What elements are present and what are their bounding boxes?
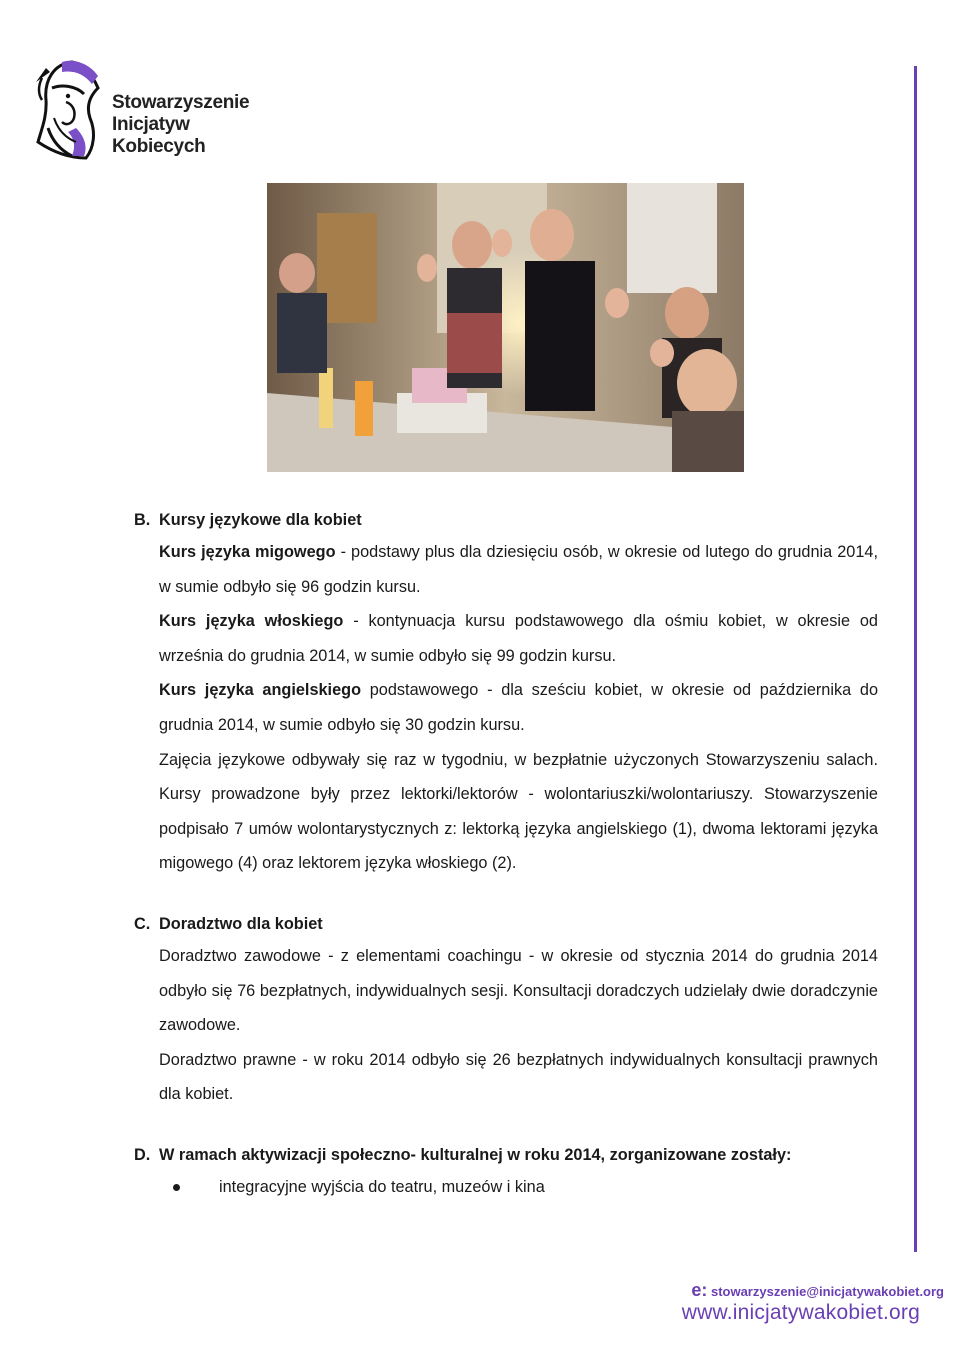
sign-language-course-paragraph	[159, 535, 878, 604]
bullet-icon	[173, 1184, 180, 1191]
footer-website-link[interactable]: www.inicjatywakobiet.org	[681, 1301, 920, 1324]
athena-head-logo-icon	[32, 58, 106, 164]
sign-language-course-text: - podstawy plus dla dziesięciu osób, w okresie od lutego do grudnia 2014, w sumie odbyło się 96 godzin kursu.	[159, 543, 878, 596]
section-c-heading	[134, 909, 878, 939]
section-d-letter: D.	[134, 1145, 151, 1164]
list-item-text: integracyjne wyjścia do teatru, muzeów i kina	[219, 1177, 545, 1196]
logo-line-3: Kobiecych	[112, 136, 206, 157]
section-b-heading	[134, 505, 878, 535]
english-course-text: podstawowego - dla sześciu kobiet, w okresie od października do grudnia 2014, w sumie odbyło się 30 godzin kursu.	[159, 681, 878, 734]
english-course-paragraph	[159, 673, 878, 742]
language-classes-summary: Zajęcia językowe odbywały się raz w tygodniu, w bezpłatnie użyczonych Stowarzyszeniu salach. Kursy prowadzone były przez lektorki/lektorów - wolontariuszki/wolontariuszy. Stowarzyszenie podpisało 7 umów wolontarystycznych z: lektorką języka angielskiego (1), dwoma lektorami języka migowego (4) oraz lektorem języka włoskiego (2).	[159, 750, 878, 873]
section-b-title: Kursy językowe dla kobiet	[159, 511, 362, 529]
report-content	[134, 505, 878, 1204]
section-d-heading	[134, 1140, 878, 1170]
association-logo	[32, 58, 262, 166]
italian-course-paragraph	[159, 604, 878, 673]
section-c-title: Doradztwo dla kobiet	[159, 914, 323, 933]
email-prefix: e:	[691, 1280, 708, 1300]
section-c-letter: C.	[134, 914, 151, 933]
list-item	[159, 1170, 878, 1204]
logo-line-1: Stowarzyszenie	[112, 92, 250, 113]
legal-counseling-paragraph: Doradztwo prawne - w roku 2014 odbyło się 26 bezpłatnych indywidualnych konsultacji prawnych dla kobiet.	[159, 1050, 878, 1104]
section-b-letter: B.	[134, 511, 151, 529]
italian-course-label: Kurs języka włoskiego	[159, 612, 344, 631]
sign-language-course-label: Kurs języka migowego	[159, 543, 336, 561]
footer-email[interactable]	[691, 1280, 944, 1301]
logo-line-2: Inicjatyw	[112, 114, 190, 135]
italian-course-text: - kontynuacja kursu podstawowego dla ośmiu kobiet, w okresie od września do grudnia 2014, w sumie odbyło się 99 godzin kursu.	[159, 612, 878, 665]
classroom-photo-illustration	[267, 183, 744, 472]
right-margin-rule	[914, 66, 917, 1252]
email-address[interactable]: stowarzyszenie@inicjatywakobiet.org	[710, 1284, 944, 1299]
english-course-label: Kurs języka angielskiego	[159, 681, 362, 700]
logo-wordmark	[112, 92, 249, 158]
career-counseling-paragraph: Doradztwo zawodowe - z elementami coachingu - w okresie od stycznia 2014 do grudnia 2014 odbyło się 76 bezpłatnych, indywidualnych sesji. Konsultacji doradczych udzielały dwie doradczynie zawodowe.	[159, 946, 878, 1035]
section-d-title: W ramach aktywizacji społeczno- kulturalnej w roku 2014, zorganizowane zostały:	[159, 1145, 792, 1164]
group-photo	[267, 183, 744, 472]
